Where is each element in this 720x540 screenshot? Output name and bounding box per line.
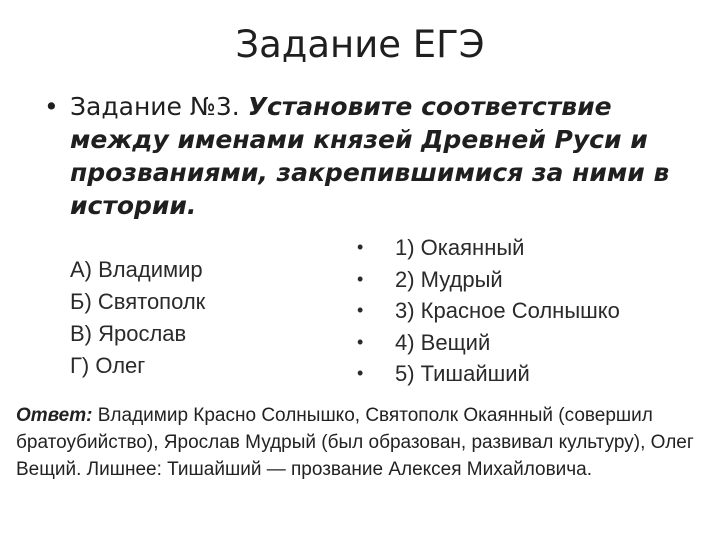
nickname-label: 3) Красное Солнышко (395, 298, 620, 323)
nickname-item (357, 264, 620, 296)
nickname-item (357, 295, 620, 327)
princes-list (70, 254, 205, 382)
task-statement (44, 90, 694, 222)
answer-block (16, 402, 706, 483)
task-prefix: Задание №3. (70, 92, 248, 121)
list-bullet: • (357, 300, 364, 320)
prince-item: В) Ярослав (70, 321, 187, 346)
prince-item: Г) Олег (70, 353, 146, 378)
nickname-label: 1) Окаянный (395, 235, 525, 260)
nickname-label: 2) Мудрый (395, 266, 503, 292)
nicknames-list (357, 232, 620, 390)
nickname-item (357, 232, 620, 264)
answer-label: Ответ: (16, 405, 93, 426)
nickname-item (357, 358, 620, 390)
answer-text: Владимир Красно Солнышко, Святополк Окаянный (совершил братоубийство), Ярослав Мудрый (был образован, развивал культуру), Олег Вещий. Лишнее: Тишайший — прозвание Алексея Михайловича. (16, 405, 694, 480)
task-text: Установите соответствие между именами князей Древней Руси и прозваниями, закрепившимися за ними в истории. (70, 92, 670, 220)
list-bullet: • (357, 237, 364, 257)
list-bullet: • (357, 268, 364, 289)
slide-title: Задание ЕГЭ (235, 23, 485, 66)
prince-item: А) Владимир (70, 257, 203, 282)
task-bullet: • (44, 92, 59, 121)
list-bullet: • (357, 363, 364, 383)
nickname-label: 5) Тишайший (395, 361, 530, 386)
nickname-label: 4) Вещий (395, 329, 491, 355)
list-bullet: • (357, 331, 364, 352)
nickname-item (357, 327, 620, 359)
prince-item: Б) Святополк (70, 289, 206, 314)
